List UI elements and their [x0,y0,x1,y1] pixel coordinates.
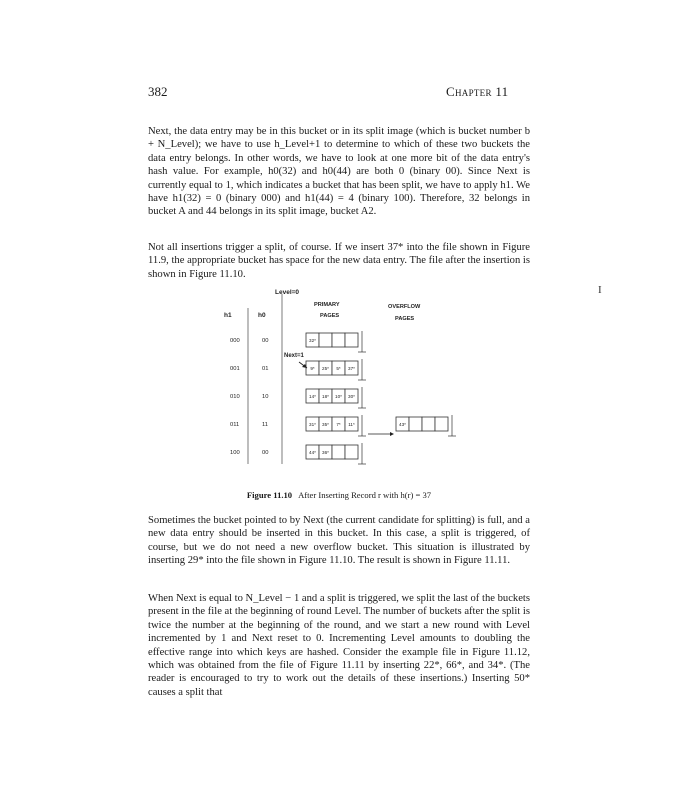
bucket-slot [422,417,435,431]
bucket-slot [345,333,358,347]
bucket-slot [319,333,332,347]
bucket-slot [435,417,448,431]
primary-bucket [306,331,366,352]
chapter-heading: Chapter 11 [446,84,509,99]
linear-hashing-diagram [218,284,478,474]
h1-value: 010 [230,394,240,400]
data-entry: 31* [309,422,316,427]
data-entry: 18* [322,394,329,399]
h0-value: 00 [262,450,269,456]
h1-value: 100 [230,450,240,456]
overflow-page [396,415,456,436]
data-entry: 44* [309,450,316,455]
data-entry: 25* [322,366,329,371]
buckets [306,331,366,464]
primary-bucket [306,443,366,464]
overflow-label-1: OVERFLOW [388,304,421,310]
data-entry: 5* [336,366,341,371]
data-entry: 10* [335,394,342,399]
primary-bucket [306,415,366,436]
primary-bucket [306,359,366,380]
row-labels [230,338,268,456]
paragraph-3: Sometimes the bucket pointed to by Next (the current candidate for splitting) is full, and a new data entry should be inserted in this bucket. In this case, a split is triggered, of course, but we do not need a new overflow bucket. This situation is illustrated by inserting 29* into the file shown in Figure 11.10. The result is shown in Figure 11.11. [148,515,530,567]
h1-value: 011 [230,422,240,428]
next-label: Next=1 [284,353,304,359]
paragraph-4: When Next is equal to N_Level − 1 and a split is triggered, we split the last of the buckets present in the file at the beginning of round Level. The number of buckets after the split is twice the number at the beginning of the round, and we start a new round with Level incremented by 1 and Next reset to 0. Incrementing Level amounts to doubling the effective range into which keys are hashed. Consider the example file in Figure 11.12, which was obtained from the file of Figure 11.11 by inserting 22*, 66*, and 34*. (The reader is encouraged to try to work out the details of these insertions.) Inserting 50* causes a split that [148,593,530,698]
h1-column-header: h1 [224,312,232,319]
primary-label-1: PRIMARY [314,302,340,308]
bucket-slot [332,333,345,347]
figure-caption [148,490,530,500]
bucket-slot [332,445,345,459]
h0-value: 00 [262,338,269,344]
data-entry: 32* [309,338,316,343]
h0-value: 10 [262,394,269,400]
data-entry: 43* [399,422,406,427]
h1-value: 000 [230,338,240,344]
page-number: 382 [148,84,168,99]
data-entry: 7* [336,422,341,427]
margin-mark: I [598,284,602,296]
data-entry: 30* [348,394,355,399]
overflow-link-arrowhead [390,432,394,436]
data-entry: 36* [322,450,329,455]
h0-value: 11 [262,422,269,428]
level-label: Level=0 [275,289,300,296]
h0-value: 01 [262,366,269,372]
caption-text: After Inserting Record r with h(r) = 37 [298,490,432,500]
overflow-label-2: PAGES [395,316,415,322]
h0-column-header: h0 [258,312,266,319]
figure-11-10 [218,284,478,474]
data-entry: 14* [309,394,316,399]
bucket-slot [409,417,422,431]
data-entry: 37* [348,366,355,371]
bucket-slot [345,445,358,459]
paragraph-1: Next, the data entry may be in this bucket or in its split image (which is bucket number b + N_Level); we have to use h_Level+1 to determine to which of these two buckets the data entry belongs. In other words, we have to look at one more bit of the data entry's hash value. For example, h0(32) and h0(44) are both 0 (binary 00). Since Next is currently equal to 1, which indicates a bucket that has been split, we have to apply h1. We have h1(32) = 0 (binary 000) and h1(44) = 4 (binary 100). Therefore, 32 belongs in bucket A and 44 belongs in its split image, bucket A2. [148,126,530,218]
primary-label-2: PAGES [320,313,340,319]
overflow-bucket [396,415,456,436]
data-entry: 11* [348,422,355,427]
data-entry: 35* [322,422,329,427]
caption-label: Figure 11.10 [246,490,293,500]
h1-value: 001 [230,366,240,372]
paragraph-2: Not all insertions trigger a split, of course. If we insert 37* into the file shown in Figure 11.9, the appropriate bucket has space for the new data entry. The file after the insertion is shown in Figure 11.10. [148,242,530,280]
primary-bucket [306,387,366,408]
data-entry: 9* [310,366,315,371]
